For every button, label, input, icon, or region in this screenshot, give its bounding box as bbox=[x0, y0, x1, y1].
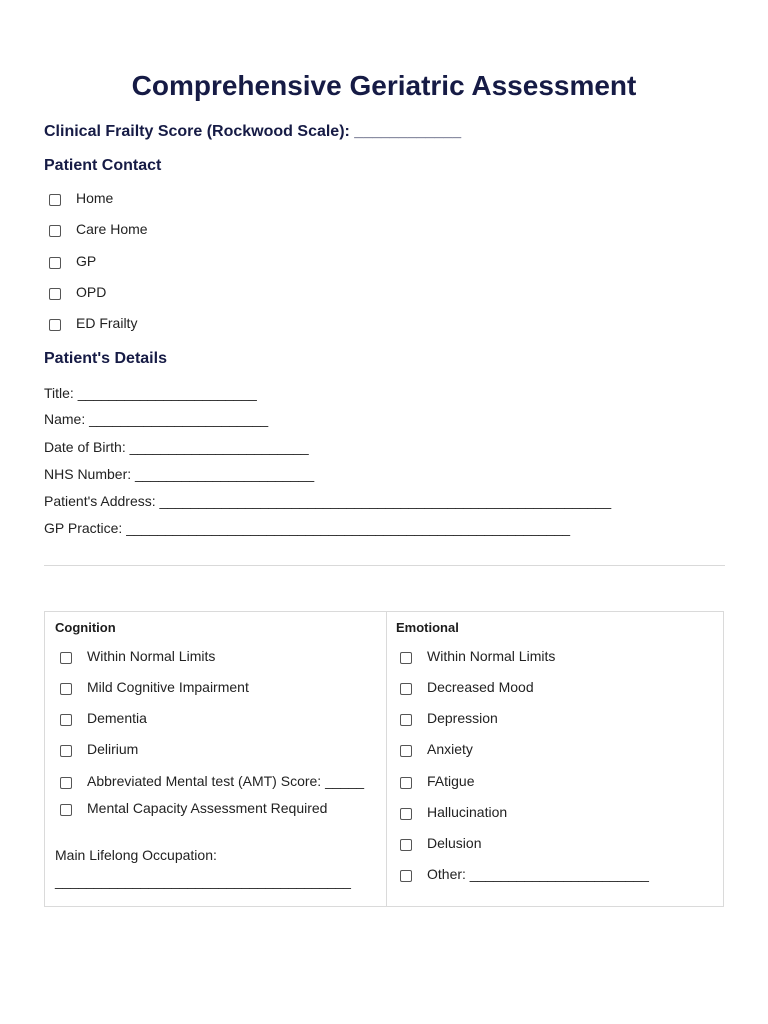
option-label: Delirium bbox=[87, 741, 139, 757]
emotional-option-decreased-mood[interactable] bbox=[400, 679, 534, 695]
checkbox[interactable] bbox=[60, 745, 72, 757]
option-label: Home bbox=[76, 190, 114, 206]
checkbox[interactable] bbox=[400, 652, 412, 664]
nhs-number-field[interactable]: NHS Number: _______________________ bbox=[44, 466, 315, 482]
occupation-label: Main Lifelong Occupation: bbox=[55, 847, 217, 863]
emotional-heading: Emotional bbox=[396, 620, 459, 635]
emotional-option-delusion[interactable] bbox=[400, 835, 481, 851]
checkbox[interactable] bbox=[400, 870, 412, 882]
patient-address-field[interactable]: Patient's Address: __________________________________________________________ bbox=[44, 493, 612, 509]
option-label: Depression bbox=[427, 710, 498, 726]
frailty-score-field[interactable]: Clinical Frailty Score (Rockwood Scale): ____________ bbox=[44, 123, 462, 140]
cognition-option-mental-capacity[interactable] bbox=[60, 800, 327, 816]
emotional-option-depression[interactable] bbox=[400, 710, 498, 726]
emotional-option-within-normal-limits[interactable] bbox=[400, 648, 555, 664]
option-label: Anxiety bbox=[427, 741, 473, 757]
option-label: Decreased Mood bbox=[427, 679, 534, 695]
occupation-field[interactable]: ______________________________________ bbox=[55, 873, 351, 889]
checkbox[interactable] bbox=[49, 319, 61, 331]
option-label: Hallucination bbox=[427, 804, 508, 820]
column-divider bbox=[386, 612, 387, 906]
option-label: Within Normal Limits bbox=[87, 648, 216, 664]
checkbox[interactable] bbox=[400, 839, 412, 851]
contact-option-opd[interactable] bbox=[49, 284, 106, 300]
contact-option-ed-frailty[interactable] bbox=[49, 315, 137, 331]
checkbox[interactable] bbox=[60, 683, 72, 695]
cognition-option-dementia[interactable] bbox=[60, 710, 147, 726]
option-label: Dementia bbox=[87, 710, 147, 726]
option-label: GP bbox=[76, 253, 97, 269]
option-label: Care Home bbox=[76, 221, 148, 237]
option-label: Delusion bbox=[427, 835, 482, 851]
gp-practice-field[interactable]: GP Practice: _________________________________________________________ bbox=[44, 520, 571, 536]
cognition-option-mild-cognitive-impairment[interactable] bbox=[60, 679, 249, 695]
option-label: FAtigue bbox=[427, 773, 475, 789]
cognition-heading: Cognition bbox=[55, 620, 116, 635]
cognition-option-amt-score[interactable] bbox=[60, 773, 364, 789]
checkbox[interactable] bbox=[49, 225, 61, 237]
patient-contact-heading: Patient Contact bbox=[44, 157, 162, 174]
title-field[interactable]: Title: _______________________ bbox=[44, 385, 257, 401]
patient-details-heading: Patient's Details bbox=[44, 350, 167, 367]
checkbox[interactable] bbox=[60, 777, 72, 789]
checkbox[interactable] bbox=[400, 808, 412, 820]
checkbox[interactable] bbox=[60, 714, 72, 726]
checkbox[interactable] bbox=[49, 288, 61, 300]
option-label: Mental Capacity Assessment Required bbox=[87, 800, 328, 816]
option-label: ED Frailty bbox=[76, 315, 138, 331]
checkbox[interactable] bbox=[400, 745, 412, 757]
option-label: Within Normal Limits bbox=[427, 648, 556, 664]
emotional-option-other[interactable] bbox=[400, 866, 649, 882]
cognition-option-delirium[interactable] bbox=[60, 741, 138, 757]
checkbox[interactable] bbox=[400, 683, 412, 695]
emotional-option-hallucination[interactable] bbox=[400, 804, 507, 820]
assessment-table bbox=[44, 611, 724, 907]
cognition-option-within-normal-limits[interactable] bbox=[60, 648, 215, 664]
emotional-option-anxiety[interactable] bbox=[400, 741, 473, 757]
option-label: OPD bbox=[76, 284, 107, 300]
page-title: Comprehensive Geriatric Assessment bbox=[131, 70, 637, 101]
option-label: Other: _______________________ bbox=[427, 866, 649, 882]
contact-option-care-home[interactable] bbox=[49, 221, 148, 237]
checkbox[interactable] bbox=[49, 257, 61, 269]
contact-option-home[interactable] bbox=[49, 190, 113, 206]
contact-option-gp[interactable] bbox=[49, 253, 96, 269]
option-label: Mild Cognitive Impairment bbox=[87, 679, 249, 695]
section-divider bbox=[44, 565, 725, 566]
checkbox[interactable] bbox=[400, 777, 412, 789]
date-of-birth-field[interactable]: Date of Birth: _______________________ bbox=[44, 439, 309, 455]
checkbox[interactable] bbox=[60, 652, 72, 664]
checkbox[interactable] bbox=[400, 714, 412, 726]
option-label: Abbreviated Mental test (AMT) Score: _____ bbox=[87, 773, 365, 789]
emotional-option-fatigue[interactable] bbox=[400, 773, 474, 789]
checkbox[interactable] bbox=[60, 804, 72, 816]
checkbox[interactable] bbox=[49, 194, 61, 206]
name-field[interactable]: Name: _______________________ bbox=[44, 411, 269, 427]
